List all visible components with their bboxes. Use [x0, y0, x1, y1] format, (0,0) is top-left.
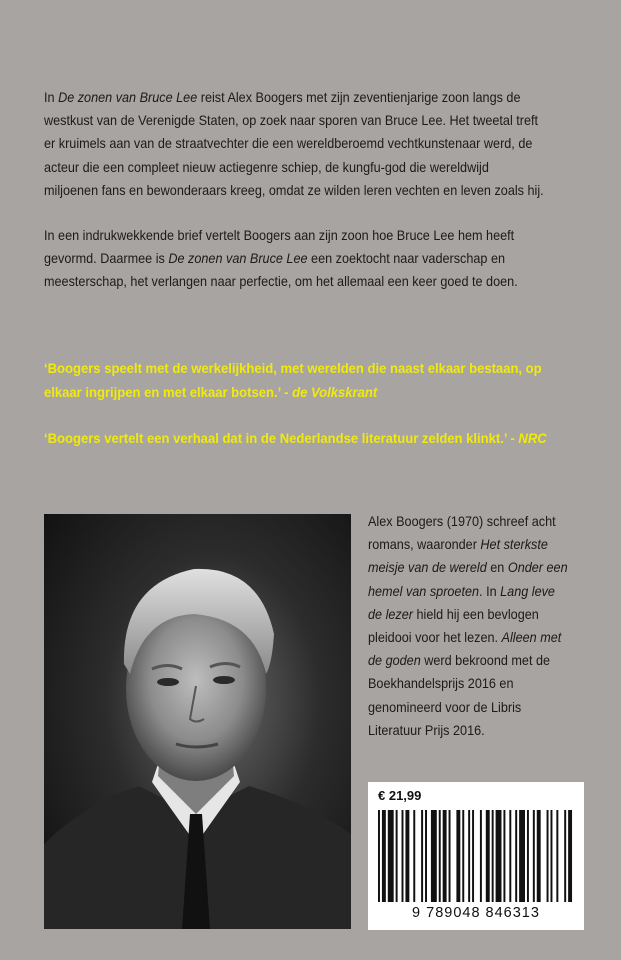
- quote-source: NRC: [518, 431, 547, 447]
- book-title: Onder een hemel van sproeten: [368, 560, 568, 599]
- blurb: [44, 86, 546, 294]
- author-bio: Alex Boogers (1970) schreef acht romans, waaronder Het sterkste meisje van de wereld en Onder een hemel van sproeten. In Lang leve de lezer hield hij een bevlogen pleidooi voor het lezen. Alleen met de goden werd bekroond met de Boekhandelsprijs 2016 en genomineerd voor de Libris Literatuur Prijs 2016.: [368, 514, 568, 738]
- price: € 21,99: [378, 788, 422, 803]
- barcode-label: [368, 782, 584, 930]
- press-quote-volkskrant: ‘Boogers speelt met de werkelijkheid, met werelden die naast elkaar bestaan, op elkaar ingrijpen en met elkaar botsen.’ - de Volkskrant: [44, 361, 542, 401]
- isbn-number: 9 789048 846313: [412, 905, 540, 921]
- book-title: Het sterkste meisje van de wereld: [368, 537, 548, 576]
- author-portrait-illustration: [44, 514, 351, 929]
- book-title: Lang leve de lezer: [368, 583, 555, 622]
- press-quote-nrc: ‘Boogers vertelt een verhaal dat in de Nederlandse literatuur zelden klinkt.’ - NRC: [44, 431, 547, 447]
- press-quotes: [44, 357, 559, 451]
- book-title: Alleen met de goden: [368, 630, 562, 669]
- blurb-paragraph-2: In een indrukwekkende brief vertelt Boogers aan zijn zoon hoe Bruce Lee hem heeft gevormd. Daarmee is De zonen van Bruce Lee een zoektocht naar vaderschap en meesterschap, het verlangen naar perfectie, om het allemaal een keer goed te doen.: [44, 228, 518, 290]
- author-photo: [44, 514, 351, 929]
- book-title: De zonen van Bruce Lee: [58, 90, 198, 105]
- quote-source: - de Volkskrant: [284, 385, 378, 401]
- book-title: De zonen van Bruce Lee: [168, 251, 308, 267]
- barcode-bars: [378, 810, 574, 902]
- blurb-paragraph-1: In De zonen van Bruce Lee reist Alex Boogers met zijn zeventienjarige zoon langs de westkust van de Verenigde Staten, op zoek naar sporen van Bruce Lee. Het tweetal treft er kruimels aan van de straatvechter die een wereldberoemd vechtkunstenaar werd, de acteur die een compleet nieuw actiegenre schiep, de kungfu-god die wereldwijd miljoenen fans en bewonderaars kreeg, omdat ze wilden leren vechten en leven zoals hij.: [44, 90, 544, 198]
